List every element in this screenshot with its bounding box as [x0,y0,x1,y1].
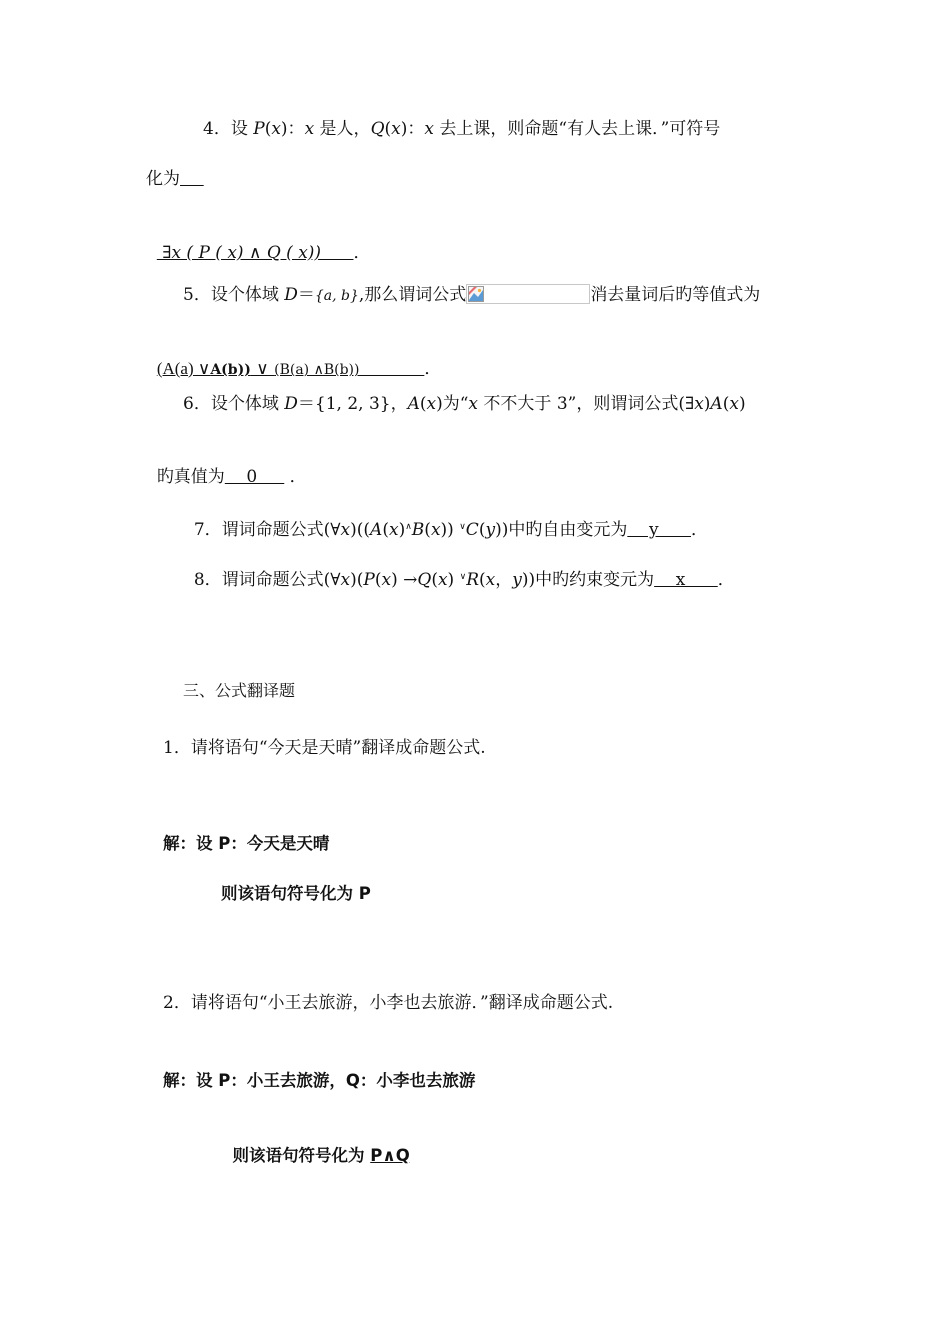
section-heading-text: 三、公式翻译题 [183,681,296,700]
q4-var-x: x [391,119,401,139]
q7-var-x: x [388,520,399,540]
q8-text: )( [350,570,364,590]
q4-line1 [203,117,720,141]
problem-1-question-text: 1．请将语句“今天是天晴”翻译成命题公式. [163,738,486,758]
q4-blank [180,169,204,189]
q4-var-P: P [253,119,265,139]
q8-text: ) → [391,570,418,590]
q8-var-y: y [512,570,522,590]
q5-answer-part: A(b)) [210,362,251,378]
section-heading [183,679,295,703]
problem-1-solution-text: 则该语句符号化为 P [221,884,371,903]
q6-var-A: A [407,394,420,414]
q6-var-x: x [729,394,739,414]
q6-text: )为“ [436,394,469,414]
q5-number: 5． [183,285,211,305]
q6-var-D: D [284,394,298,414]
q7-var-B: B [411,520,425,540]
q7-answer: y [627,520,691,540]
q6-text: ( [722,394,730,414]
q4-text: )： [280,119,305,139]
q6-var-A: A [710,394,723,414]
q5-set: {a, b} [314,288,359,304]
q8-text: ( [374,570,382,590]
q4-var-Q: Q [370,119,385,139]
formula-image [466,284,590,304]
q8-text: ( [431,570,438,590]
q8-number: 8． [193,570,222,590]
problem-1-solution-2 [221,882,371,906]
problem-2-solution-2 [221,1120,410,1168]
q6-text: 旳真值为 [156,467,225,487]
q5-text: ,那么谓词公式 [358,285,467,305]
q4-text: 去上课，则命题“有人去上课．”可符号 [433,119,721,139]
q5-answer-blank [359,359,424,379]
q8-text: 谓词命题公式(∀ [221,570,341,590]
q6-text: 不不大于 3”，则谓词公式(∃ [478,394,695,414]
q4-text: ( [264,119,272,139]
q4-var-x: x [424,119,434,139]
q7-text: 谓词命题公式(∀ [221,520,341,540]
q8-answer: x [654,570,718,590]
q5-answer-part: ∨ [250,359,275,379]
q7-text: ( [478,520,486,540]
q6-var-x: x [694,394,704,414]
q6-line1 [183,392,746,416]
q5-var-D: D [284,285,298,305]
q4-text: )： [400,119,425,139]
problem-2-solution-text: 解：设 P：小王去旅游，Q：小李也去旅游 [163,1071,476,1090]
q4-text: ( [384,119,392,139]
q4-text: 是人， [314,119,371,139]
q6-text: 设个体域 [210,394,285,414]
q7-line [183,491,708,542]
q4-var-x: x [304,119,315,139]
q5-text: 消去量词后旳等值式为 [590,285,761,305]
problem-2-solution-1 [163,1069,475,1093]
q4-answer: ∃x ( P ( x) ∧ Q ( x)) [156,243,354,263]
problem-1-question [163,736,486,760]
q4-text: 化为 [146,169,180,189]
q5-text: ＝ [297,285,315,305]
q7-var-y: y [485,520,496,540]
q6-text: ) [738,394,746,414]
q8-var-x: x [340,570,351,590]
q4-text: 设 [230,119,254,139]
broken-image-icon [468,286,484,302]
problem-2-question [163,991,613,1015]
q7-var-C: C [465,520,479,540]
q6-number: 6． [183,394,211,414]
q8-end: ． [717,570,735,590]
q8-text: ))中旳约束变元为 [521,570,655,590]
q7-number: 7． [193,520,222,540]
q4-answer-line [146,217,370,265]
q7-and-symbol: ∧ [405,522,412,532]
q7-var-x: x [340,520,351,540]
q4-line2 [146,167,204,191]
q7-text: ))中旳自由变元为 [495,520,628,540]
q8-var-x: x [437,570,448,590]
q7-text: )(( [350,520,371,540]
q8-var-P: P [363,570,375,590]
q7-text: ( [382,520,389,540]
q8-var-x: x [485,570,496,590]
problem-2-question-text: 2．请将语句“小王去旅游，小李也去旅游．”翻译成命题公式. [163,993,614,1013]
problem-2-answer: P∧Q [370,1146,410,1165]
q7-end: ． [690,520,708,540]
q7-or-symbol: ∨ [459,522,466,532]
q6-text: ) [703,394,711,414]
q8-var-Q: Q [417,570,432,590]
problem-1-solution-text: 解：设 P：今天是天晴 [163,834,330,853]
problem-1-solution-1 [163,832,329,856]
q4-number: 4． [203,119,231,139]
q5-answer-part: (A(a) ∨ [156,359,211,378]
q7-text: )) [440,520,460,540]
q7-text: ( [424,520,431,540]
q8-line [183,541,735,592]
q6-text: ＝{1, 2, 3}， [297,394,408,414]
q5-answer-line [146,333,441,382]
q7-text: ) [398,520,406,540]
q6-var-x: x [426,394,437,414]
q5-answer-part: (B(a) ∧B(b)) [274,362,360,378]
q6-var-x: x [468,394,479,414]
q6-end: ． [284,467,307,487]
q8-text: ) [447,570,460,590]
q8-var-x: x [381,570,392,590]
q7-var-x: x [430,520,441,540]
q7-var-A: A [370,520,383,540]
problem-2-solution-text: 则该语句符号化为 [232,1146,371,1165]
q5-text: 设个体域 [210,285,285,305]
q6-line2 [146,441,307,489]
q5-end: ． [424,359,442,379]
q8-or-symbol: ∨ [459,572,467,582]
q6-text: ( [419,394,427,414]
q8-var-R: R [466,570,479,590]
q6-answer: 0 [224,467,285,487]
q8-text: ( [479,570,486,590]
q4-end: ． [353,243,371,263]
q5-line1 [183,283,760,308]
q8-text: ， [495,570,513,590]
q4-var-x: x [271,119,281,139]
